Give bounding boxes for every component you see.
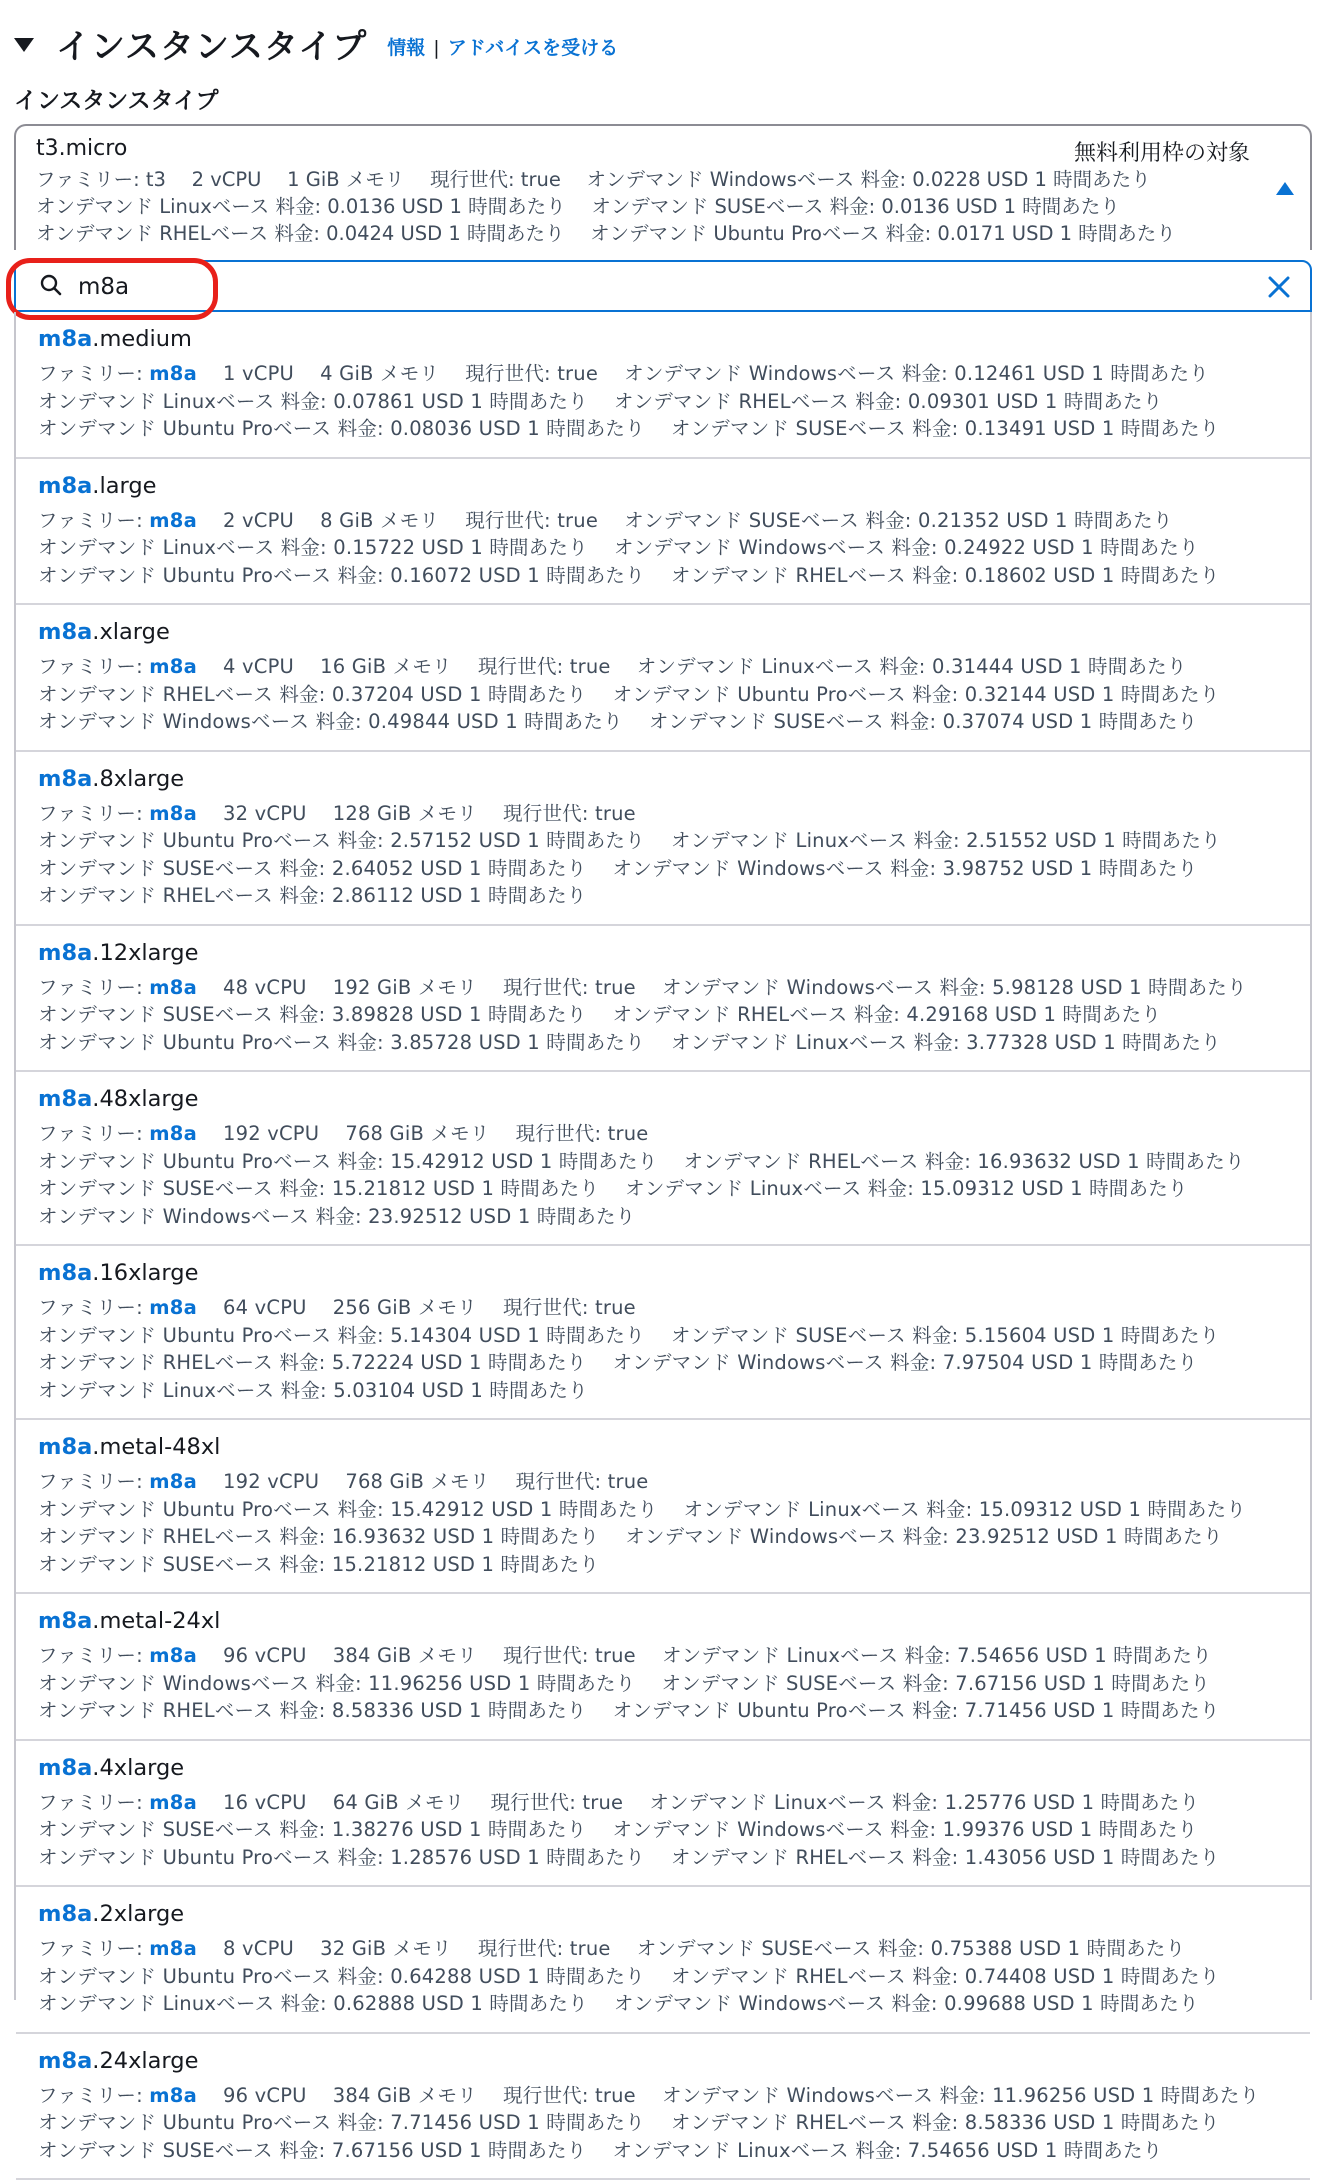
instance-option-detail-line (38, 651, 1187, 679)
instance-option-detail-line: オンデマンド SUSEベース 料金: 1.38276 USD 1 時間あたり オンデマンド Windowsベース 料金: 1.99376 USD 1 時間あたり (38, 1814, 1197, 1842)
search-match-highlight: m8a (38, 2048, 92, 2074)
family-label: ファミリー: (38, 509, 149, 532)
instance-size: .xlarge (92, 619, 170, 645)
instance-option[interactable] (16, 752, 1310, 926)
instance-option[interactable] (16, 1887, 1310, 2034)
instance-size: .2xlarge (92, 1901, 184, 1927)
instance-option-name (38, 766, 184, 792)
instance-option-detail-line: オンデマンド Ubuntu Proベース 料金: 0.08036 USD 1 時間あたり オンデマンド SUSEベース 料金: 0.13491 USD 1 時間あたり (38, 413, 1219, 441)
instance-option-detail-line: オンデマンド SUSEベース 料金: 7.67156 USD 1 時間あたり オンデマンド Linuxベース 料金: 7.54656 USD 1 時間あたり (38, 2135, 1162, 2163)
close-icon[interactable] (1266, 274, 1292, 300)
instance-option-detail-line: オンデマンド RHELベース 料金: 5.72224 USD 1 時間あたり オンデマンド Windowsベース 料金: 7.97504 USD 1 時間あたり (38, 1347, 1197, 1375)
instance-option[interactable] (16, 926, 1310, 1073)
family-value: m8a (149, 976, 197, 999)
instance-size: .8xlarge (92, 766, 184, 792)
instance-option-detail-line: オンデマンド RHELベース 料金: 16.93632 USD 1 時間あたり オンデマンド Windowsベース 料金: 23.92512 USD 1 時間あたり (38, 1521, 1223, 1549)
instance-option-detail-line (38, 798, 636, 826)
instance-option-detail-line: オンデマンド SUSEベース 料金: 3.89828 USD 1 時間あたり オンデマンド RHELベース 料金: 4.29168 USD 1 時間あたり (38, 999, 1161, 1027)
family-label: ファミリー: (38, 1470, 149, 1493)
instance-option-name (38, 1755, 184, 1781)
search-match-highlight: m8a (38, 766, 92, 792)
instance-option[interactable] (16, 2034, 1310, 2180)
instance-size: .24xlarge (92, 2048, 198, 2074)
instance-option-detail-line: オンデマンド Ubuntu Proベース 料金: 0.64288 USD 1 時間あたり オンデマンド RHELベース 料金: 0.74408 USD 1 時間あたり (38, 1961, 1219, 1989)
instance-option-detail-line (38, 1640, 1212, 1668)
instance-specs: 192 vCPU 768 GiB メモリ 現行世代: true (197, 1122, 649, 1145)
instance-option-name (38, 2048, 198, 2074)
instance-option-detail-line: オンデマンド Ubuntu Proベース 料金: 2.57152 USD 1 時間あたり オンデマンド Linuxベース 料金: 2.51552 USD 1 時間あたり (38, 825, 1221, 853)
family-label: ファミリー: (38, 655, 149, 678)
family-label: ファミリー: (38, 2084, 149, 2107)
instance-option-detail-line: オンデマンド Linuxベース 料金: 0.15722 USD 1 時間あたり オンデマンド Windowsベース 料金: 0.24922 USD 1 時間あたり (38, 532, 1199, 560)
instance-option-detail-line: オンデマンド Ubuntu Proベース 料金: 3.85728 USD 1 時間あたり オンデマンド Linuxベース 料金: 3.77328 USD 1 時間あたり (38, 1027, 1221, 1055)
instance-size: .large (92, 473, 156, 499)
search-match-highlight: m8a (38, 1901, 92, 1927)
instance-option-detail-line: オンデマンド SUSEベース 料金: 2.64052 USD 1 時間あたり オンデマンド Windowsベース 料金: 3.98752 USD 1 時間あたり (38, 853, 1197, 881)
instance-option-detail-line (38, 1118, 648, 1146)
instance-specs: 96 vCPU 384 GiB メモリ 現行世代: true オンデマンド Linuxベース 料金: 7.54656 USD 1 時間あたり (197, 1644, 1212, 1667)
instance-size: .4xlarge (92, 1755, 184, 1781)
instance-option[interactable] (16, 605, 1310, 752)
family-label: ファミリー: (38, 1791, 149, 1814)
family-label: ファミリー: (38, 976, 149, 999)
search-box (14, 260, 1312, 312)
instance-specs: 192 vCPU 768 GiB メモリ 現行世代: true (197, 1470, 649, 1493)
instance-option-detail-line: オンデマンド RHELベース 料金: 2.86112 USD 1 時間あたり (38, 880, 587, 908)
family-value: m8a (149, 1122, 197, 1145)
search-match-highlight: m8a (38, 473, 92, 499)
link-separator: | (433, 37, 439, 59)
instance-option-detail-line: オンデマンド RHELベース 料金: 0.37204 USD 1 時間あたり オンデマンド Ubuntu Proベース 料金: 0.32144 USD 1 時間あたり (38, 679, 1219, 707)
family-label: ファミリー: (38, 362, 149, 385)
instance-option-detail-line (38, 358, 1209, 386)
results-list (14, 312, 1312, 2000)
search-match-highlight: m8a (38, 326, 92, 352)
instance-option-detail-line (38, 1292, 636, 1320)
instance-size: .12xlarge (92, 940, 198, 966)
header-links (387, 33, 618, 60)
instance-size: .medium (92, 326, 192, 352)
search-match-highlight: m8a (38, 1434, 92, 1460)
instance-option-name (38, 940, 198, 966)
family-label: ファミリー: (38, 1122, 149, 1145)
instance-option-detail-line: オンデマンド RHELベース 料金: 8.58336 USD 1 時間あたり オンデマンド Ubuntu Proベース 料金: 7.71456 USD 1 時間あたり (38, 1695, 1219, 1723)
selected-detail-line: オンデマンド RHELベース 料金: 0.0424 USD 1 時間あたり オンデマンド Ubuntu Proベース 料金: 0.0171 USD 1 時間あたり (36, 220, 1176, 247)
family-value: m8a (149, 1791, 197, 1814)
instance-option-detail-line: オンデマンド Windowsベース 料金: 0.49844 USD 1 時間あたり オンデマンド SUSEベース 料金: 0.37074 USD 1 時間あたり (38, 706, 1197, 734)
search-match-highlight: m8a (38, 940, 92, 966)
instance-option-detail-line: オンデマンド Windowsベース 料金: 23.92512 USD 1 時間あたり (38, 1201, 635, 1229)
family-value: m8a (149, 1937, 197, 1960)
instance-option-detail-line: オンデマンド Windowsベース 料金: 11.96256 USD 1 時間あたり オンデマンド SUSEベース 料金: 7.67156 USD 1 時間あたり (38, 1668, 1210, 1696)
search-input[interactable] (78, 270, 478, 304)
instance-option-detail-line: オンデマンド Linuxベース 料金: 5.03104 USD 1 時間あたり (38, 1375, 588, 1403)
instance-option-detail-line: オンデマンド Ubuntu Proベース 料金: 5.14304 USD 1 時間あたり オンデマンド SUSEベース 料金: 5.15604 USD 1 時間あたり (38, 1320, 1219, 1348)
instance-option-detail-line: オンデマンド Linuxベース 料金: 0.07861 USD 1 時間あたり オンデマンド RHELベース 料金: 0.09301 USD 1 時間あたり (38, 386, 1162, 414)
instance-option-detail-line (38, 1933, 1185, 1961)
instance-specs: 1 vCPU 4 GiB メモリ 現行世代: true オンデマンド Windowsベース 料金: 0.12461 USD 1 時間あたり (197, 362, 1209, 385)
instance-size: .48xlarge (92, 1086, 198, 1112)
selected-instance-name: t3.micro (36, 136, 127, 161)
caret-down-icon[interactable] (14, 38, 34, 52)
instance-specs: 32 vCPU 128 GiB メモリ 現行世代: true (197, 802, 636, 825)
instance-option[interactable] (16, 459, 1310, 606)
instance-option[interactable] (16, 1072, 1310, 1246)
selected-detail-line: ファミリー: t3 2 vCPU 1 GiB メモリ 現行世代: true オンデマンド Windowsベース 料金: 0.0228 USD 1 時間あたり (36, 166, 1176, 193)
instance-specs: 4 vCPU 16 GiB メモリ 現行世代: true オンデマンド Linuxベース 料金: 0.31444 USD 1 時間あたり (197, 655, 1187, 678)
instance-specs: 48 vCPU 192 GiB メモリ 現行世代: true オンデマンド Windowsベース 料金: 5.98128 USD 1 時間あたり (197, 976, 1247, 999)
instance-option-detail-line: オンデマンド SUSEベース 料金: 15.21812 USD 1 時間あたり (38, 1549, 599, 1577)
instance-option-name (38, 326, 192, 352)
instance-option-detail-line (38, 1466, 648, 1494)
instance-option-name (38, 1086, 198, 1112)
instance-option-name (38, 619, 170, 645)
family-label: ファミリー: (38, 1296, 149, 1319)
instance-option-detail-line: オンデマンド Linuxベース 料金: 0.62888 USD 1 時間あたり オンデマンド Windowsベース 料金: 0.99688 USD 1 時間あたり (38, 1988, 1199, 2016)
instance-option[interactable] (16, 312, 1310, 459)
instance-specs: 2 vCPU 8 GiB メモリ 現行世代: true オンデマンド SUSEベース 料金: 0.21352 USD 1 時間あたり (197, 509, 1173, 532)
instance-option-detail-line: オンデマンド Ubuntu Proベース 料金: 15.42912 USD 1 時間あたり オンデマンド Linuxベース 料金: 15.09312 USD 1 時間あたり (38, 1494, 1246, 1522)
search-match-highlight: m8a (38, 1755, 92, 1781)
instance-specs: 16 vCPU 64 GiB メモリ 現行世代: true オンデマンド Linuxベース 料金: 1.25776 USD 1 時間あたり (197, 1791, 1199, 1814)
instance-option-name (38, 1260, 198, 1286)
family-value: m8a (149, 362, 197, 385)
family-label: ファミリー: (38, 1937, 149, 1960)
family-value: m8a (149, 2084, 197, 2107)
search-icon (40, 274, 62, 296)
instance-option-detail-line (38, 1787, 1199, 1815)
instance-size: .16xlarge (92, 1260, 198, 1286)
instance-specs: 64 vCPU 256 GiB メモリ 現行世代: true (197, 1296, 636, 1319)
selected-detail-line: オンデマンド Linuxベース 料金: 0.0136 USD 1 時間あたり オンデマンド SUSEベース 料金: 0.0136 USD 1 時間あたり (36, 193, 1176, 220)
instance-option[interactable] (16, 1741, 1310, 1888)
instance-option-detail-line: オンデマンド Ubuntu Proベース 料金: 7.71456 USD 1 時間あたり オンデマンド RHELベース 料金: 8.58336 USD 1 時間あたり (38, 2107, 1219, 2135)
search-match-highlight: m8a (38, 1608, 92, 1634)
family-label: ファミリー: (38, 802, 149, 825)
section-header (14, 18, 618, 68)
instance-option-detail-line: オンデマンド Ubuntu Proベース 料金: 0.16072 USD 1 時間あたり オンデマンド RHELベース 料金: 0.18602 USD 1 時間あたり (38, 560, 1219, 588)
search-match-highlight: m8a (38, 1086, 92, 1112)
search-match-highlight: m8a (38, 1260, 92, 1286)
family-value: m8a (149, 1296, 197, 1319)
selected-instance-details (36, 166, 1176, 247)
instance-option-detail-line (38, 972, 1247, 1000)
instance-option[interactable] (16, 1420, 1310, 1594)
instance-option-detail-line (38, 2080, 1259, 2108)
instance-option-detail-line: オンデマンド Ubuntu Proベース 料金: 15.42912 USD 1 時間あたり オンデマンド RHELベース 料金: 16.93632 USD 1 時間あたり (38, 1146, 1245, 1174)
caret-up-icon[interactable] (1276, 182, 1294, 195)
instance-size: .metal-24xl (92, 1608, 220, 1634)
family-label: ファミリー: (38, 1644, 149, 1667)
instance-option-name (38, 1901, 184, 1927)
instance-option-name (38, 1608, 220, 1634)
instance-option-detail-line: オンデマンド Ubuntu Proベース 料金: 1.28576 USD 1 時間あたり オンデマンド RHELベース 料金: 1.43056 USD 1 時間あたり (38, 1842, 1219, 1870)
family-value: m8a (149, 655, 197, 678)
family-value: m8a (149, 509, 197, 532)
instance-specs: 8 vCPU 32 GiB メモリ 現行世代: true オンデマンド SUSEベース 料金: 0.75388 USD 1 時間あたり (197, 1937, 1185, 1960)
instance-size: .metal-48xl (92, 1434, 220, 1460)
instance-option[interactable] (16, 1246, 1310, 1420)
instance-option-detail-line (38, 505, 1173, 533)
section-title: インスタンスタイプ (56, 19, 367, 68)
family-value: m8a (149, 1644, 197, 1667)
instance-option[interactable] (16, 1594, 1310, 1741)
family-value: m8a (149, 802, 197, 825)
field-label: インスタンスタイプ (14, 82, 218, 115)
instance-option-detail-line: オンデマンド SUSEベース 料金: 15.21812 USD 1 時間あたり オンデマンド Linuxベース 料金: 15.09312 USD 1 時間あたり (38, 1173, 1188, 1201)
instance-option-name (38, 473, 156, 499)
selected-instance-type[interactable] (14, 124, 1312, 250)
instance-option-name (38, 1434, 220, 1460)
advice-link[interactable]: アドバイスを受ける (448, 37, 618, 59)
search-match-highlight: m8a (38, 619, 92, 645)
free-tier-badge: 無料利用枠の対象 (1074, 136, 1250, 167)
instance-specs: 96 vCPU 384 GiB メモリ 現行世代: true オンデマンド Windowsベース 料金: 11.96256 USD 1 時間あたり (197, 2084, 1259, 2107)
info-link[interactable]: 情報 (387, 37, 425, 59)
family-value: m8a (149, 1470, 197, 1493)
